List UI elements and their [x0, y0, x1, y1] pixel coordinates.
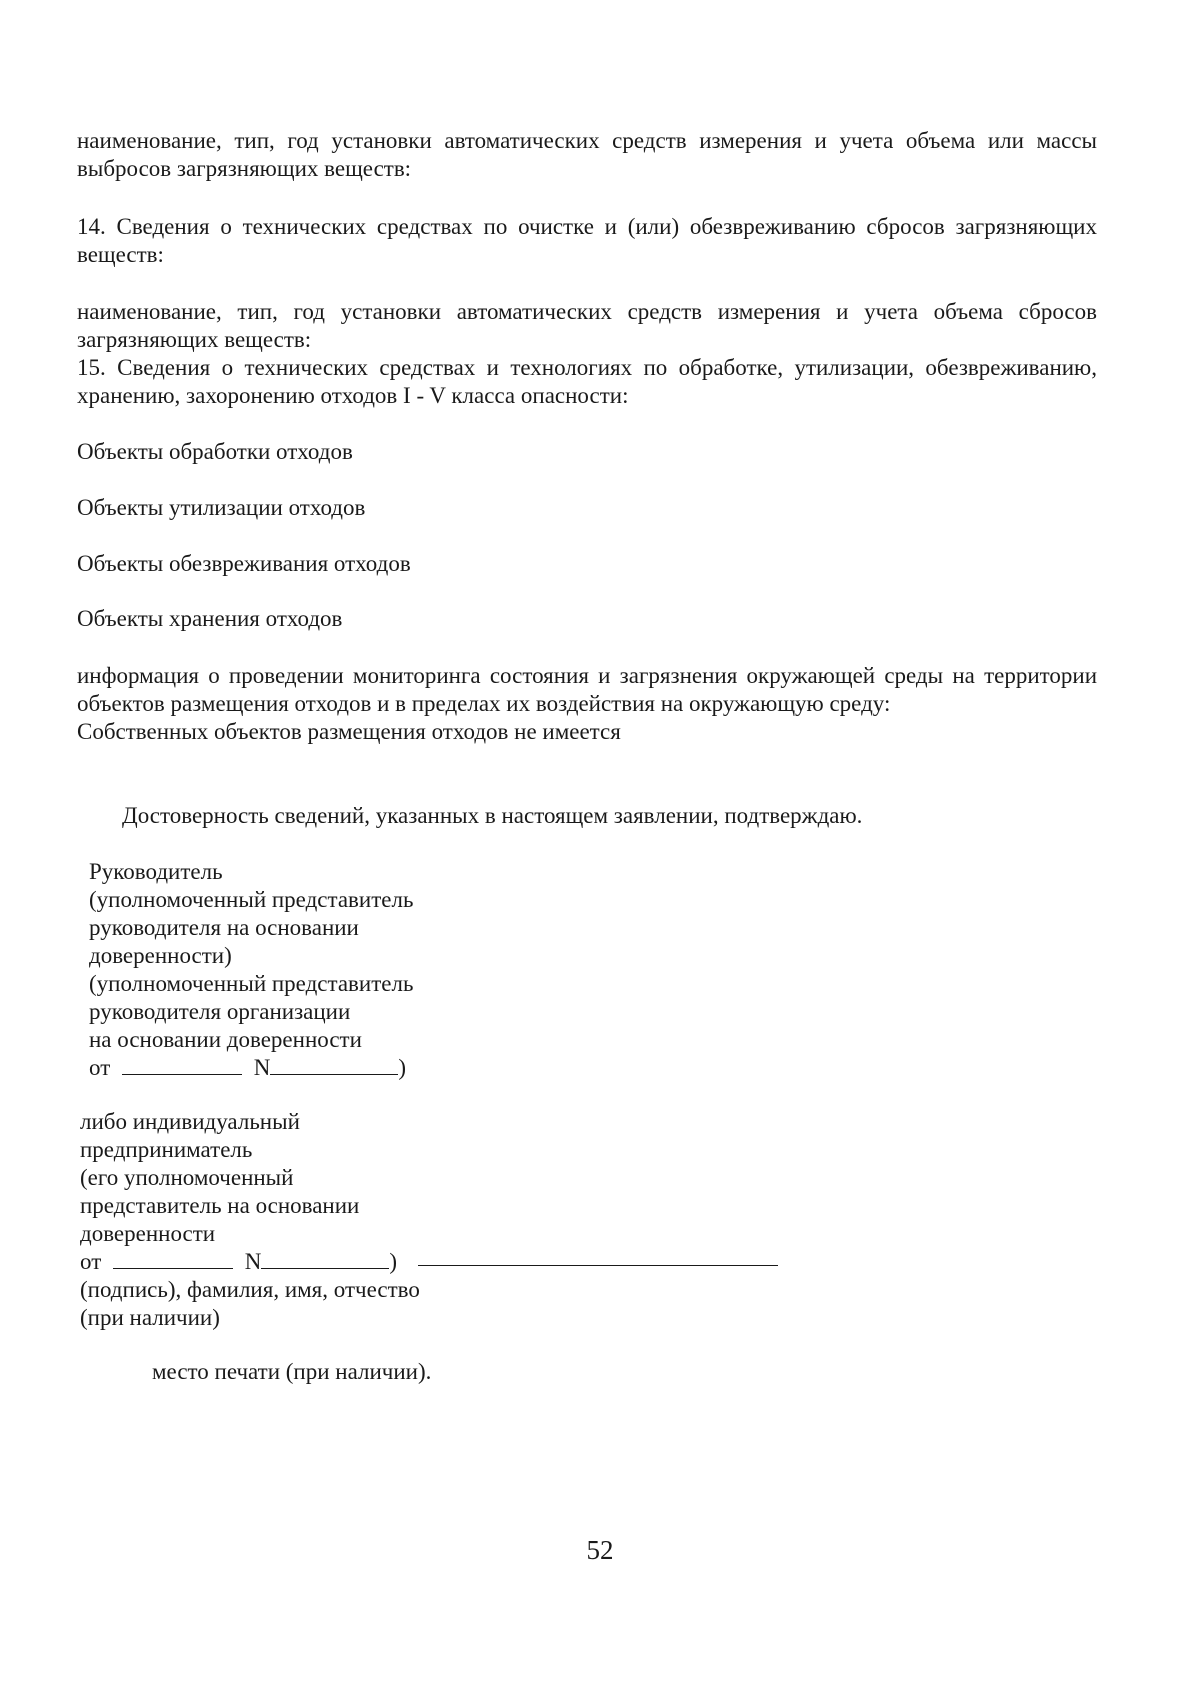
- signature-caption-note: (при наличии): [80, 1305, 220, 1330]
- entrepreneur-block-line: доверенности: [80, 1221, 216, 1246]
- storage-objects-label: Объекты хранения отходов: [77, 606, 343, 631]
- confirmation-statement: Достоверность сведений, указанных в настоящем заявлении, подтверждаю.: [122, 803, 863, 828]
- date-blank: [113, 1248, 233, 1269]
- head-block-line: на основании доверенности: [89, 1027, 362, 1052]
- entrepreneur-signatory-block: [80, 1108, 420, 1332]
- head-block-line: доверенности): [89, 943, 232, 968]
- head-signatory-block: [89, 858, 413, 1082]
- from-label: от: [80, 1249, 102, 1274]
- close-paren: ): [398, 1055, 407, 1080]
- item-15-heading: 15. Сведения о технических средствах и технологиях по обработке, утилизации, обезвреживанию, хранению, захоронению отходов I - V класса опасности:: [77, 355, 1097, 408]
- entrepreneur-block-line: либо индивидуальный: [80, 1109, 300, 1134]
- monitoring-answer: Собственных объектов размещения отходов не имеется: [77, 719, 621, 744]
- from-label: от: [89, 1055, 111, 1080]
- close-paren: ): [389, 1249, 398, 1274]
- head-block-line: (уполномоченный представитель: [89, 887, 414, 912]
- discharge-instruments-text: наименование, тип, год установки автоматических средств измерения и учета объема сбросов загрязняющих веществ:: [77, 299, 1097, 352]
- monitoring-text: информация о проведении мониторинга состояния и загрязнения окружающей среды на территории объектов размещения отходов и в пределах их воздействия на окружающую среду:: [77, 663, 1097, 716]
- head-block-line: Руководитель: [89, 859, 223, 884]
- head-block-line: руководителя на основании: [89, 915, 359, 940]
- head-block-line: руководителя организации: [89, 999, 351, 1024]
- entrepreneur-block-line: предприниматель: [80, 1137, 253, 1162]
- item-14-heading: 14. Сведения о технических средствах по очистке и (или) обезвреживанию сбросов загрязняющих веществ:: [77, 214, 1097, 267]
- number-label: N: [253, 1055, 271, 1080]
- number-blank: [261, 1248, 389, 1269]
- utilization-objects-label: Объекты утилизации отходов: [77, 495, 366, 520]
- page-number: 52: [586, 1535, 614, 1565]
- seal-place: место печати (при наличии).: [152, 1359, 432, 1384]
- number-blank: [270, 1054, 398, 1075]
- emissions-instruments-text: наименование, тип, год установки автоматических средств измерения и учета объема или массы выбросов загрязняющих веществ:: [77, 128, 1097, 181]
- number-label: N: [244, 1249, 262, 1274]
- entrepreneur-block-line: (его уполномоченный: [80, 1165, 294, 1190]
- date-blank: [122, 1054, 242, 1075]
- neutralization-objects-label: Объекты обезвреживания отходов: [77, 551, 411, 576]
- signature-caption: (подпись), фамилия, имя, отчество: [80, 1277, 420, 1302]
- head-power-of-attorney-line: [89, 1054, 413, 1082]
- processing-objects-label: Объекты обработки отходов: [77, 439, 353, 464]
- entrepreneur-block-line: представитель на основании: [80, 1193, 360, 1218]
- head-block-line: (уполномоченный представитель: [89, 971, 414, 996]
- entrepreneur-power-of-attorney-line: [80, 1248, 420, 1276]
- signature-line: [418, 1265, 778, 1266]
